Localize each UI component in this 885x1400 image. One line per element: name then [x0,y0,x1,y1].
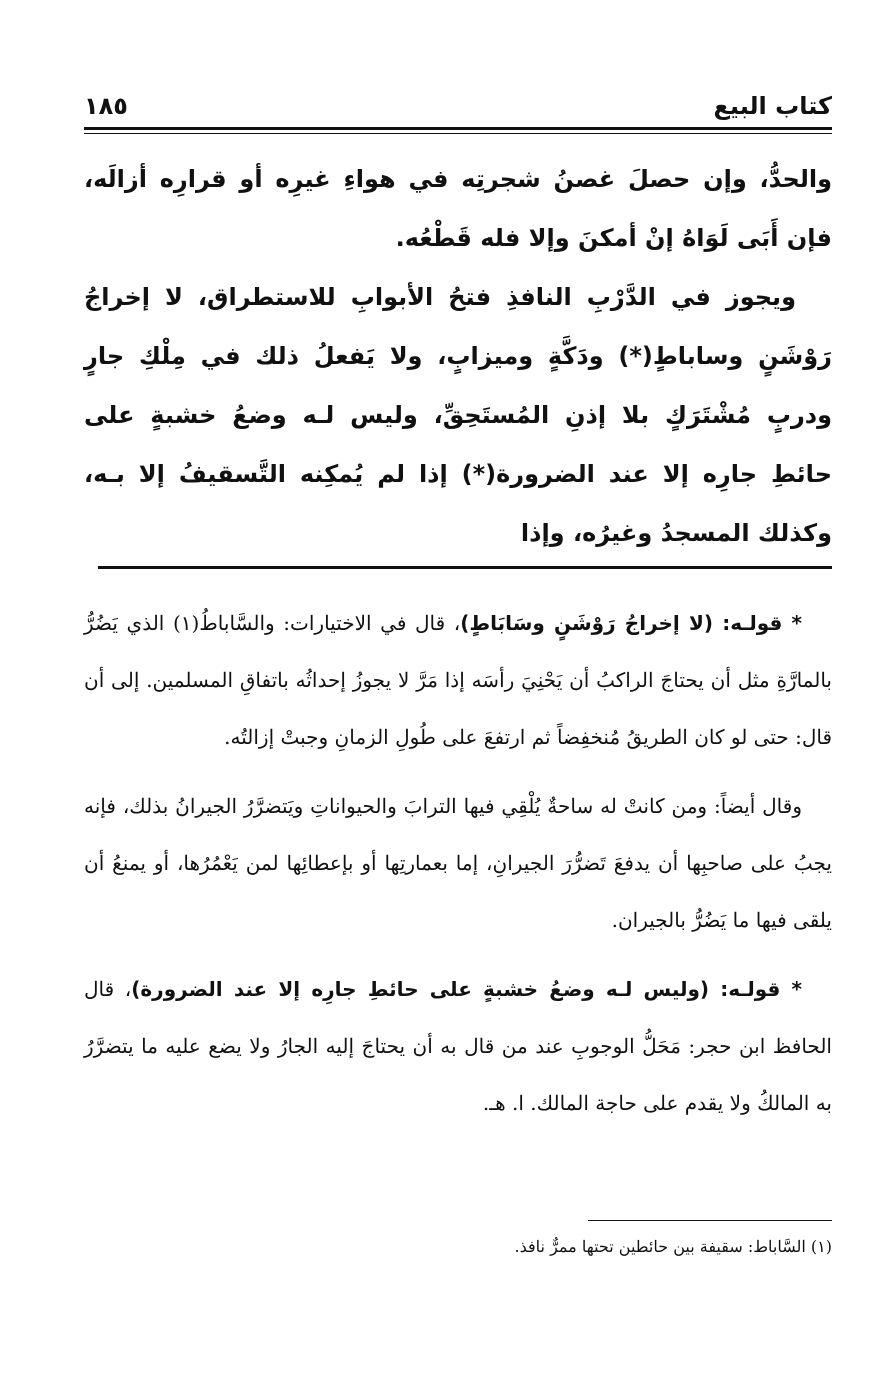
commentary-quote-1: * قولـه: (لا إخراجُ رَوْشَنٍ وسَابَاطٍ) [460,611,803,635]
main-paragraph-2: ويجوز في الدَّرْبِ النافذِ فتحُ الأبوابِ للاستطراق، لا إخراجُ رَوْشَنٍ وساباطٍ(*) ودَكَّةٍ وميزابٍ، ولا يَفعلُ ذلك في مِلْكِ جارٍ ودربٍ مُشْتَرَكٍ بلا إذنِ المُستَحِقِّ، وليس لـه وضعُ خشبةٍ على حائطِ جارِه إلا عند الضرورة(*) إذا لم يُمكِنه التَّسقيفُ إلا بـه، وكذلك المسجدُ وغيرُه، وإذا [84,283,832,547]
header-rule-thin [84,133,832,134]
commentary-paragraph-1 [84,595,832,766]
commentary-quote-3: * قولـه: (وليس لـه وضعُ خشبةٍ على حائطِ جارِه إلا عند الضرورة) [131,977,802,1001]
commentary-paragraph-3 [84,961,832,1132]
header-rule-thick [84,127,832,130]
footnote-rule [588,1220,832,1221]
chapter-title: كتاب البيع [713,92,832,120]
main-text [84,150,832,563]
main-paragraph-1: والحدُّ، وإن حصلَ غصنُ شجرتِه في هواءِ غيرِه أو قرارِه أزالَه، فإن أَبَى لَوَاهُ إنْ أمكنَ وإلا فله قَطْعُه. [84,165,832,252]
commentary-body-1: ، قال في الاختيارات: والسَّاباطُ(١) الذي يَضُرُّ بالمارَّةِ مثل أن يحتاجَ الراكبُ أن يَحْنِيَ رأسَه إذا مَرَّ لا يجوزُ إحداثُه باتفاقِ المسلمين. إلى أن قال: حتى لو كان الطريقُ مُنخفِضاً ثم ارتفعَ على طُولِ الزمانِ وجبتْ إزالتُه. [84,611,832,749]
commentary [84,595,832,1144]
running-header [84,92,832,126]
footnote: (١) السَّاباط: سقيفة بين حائطين تحتها ممرٌّ نافذ. [514,1237,832,1256]
text-divider [98,566,832,569]
commentary-paragraph-2: وقال أيضاً: ومن كانتْ له ساحةٌ يُلْقِي فيها الترابَ والحيواناتِ ويَتضرَّرُ الجيرانُ بذلك، فإنه يجبُ على صاحبِها أن يدفعَ تَضرُّرَ الجيرانِ، إما بعمارتِها أو بإعطائِها لمن يَعْمُرُها، أو يمنعُ أن يلقى فيها ما يَضُرُّ بالجيران. [84,794,832,932]
page-number: ١٨٥ [84,92,128,120]
commentary-body-3: ، قال الحافظ ابن حجر: مَحَلُّ الوجوبِ عند من قال به أن يحتاجَ إليه الجارُ ولا يضع عليه ما يتضرَّرُ به المالكُ ولا يقدم على حاجة المالك. ا. هـ. [84,977,832,1115]
